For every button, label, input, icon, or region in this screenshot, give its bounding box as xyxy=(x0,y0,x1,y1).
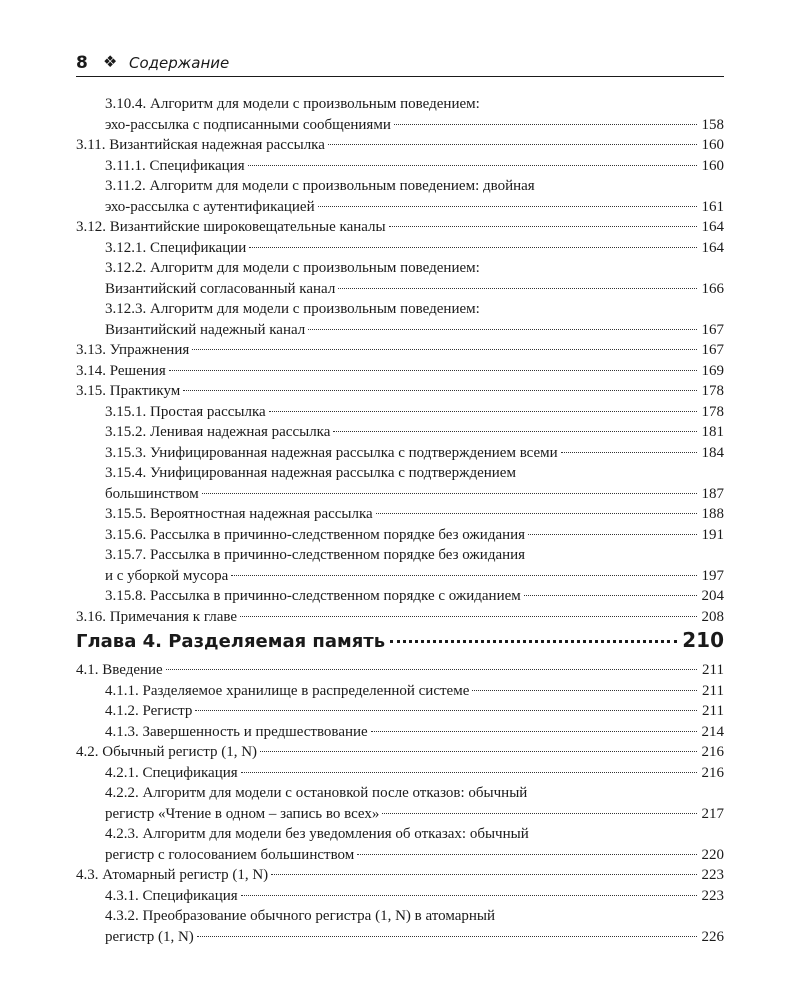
toc-entry-text: Византийский согласованный канал xyxy=(105,280,336,297)
toc-entry xyxy=(76,886,724,907)
toc-page-number: 204 xyxy=(701,588,724,604)
toc-line xyxy=(105,422,724,443)
leader-dots xyxy=(561,452,697,453)
toc-page-number: 211 xyxy=(702,662,724,678)
toc-line xyxy=(105,115,724,136)
toc-entry xyxy=(76,135,724,156)
toc-line xyxy=(76,135,724,156)
toc-line xyxy=(105,156,724,177)
toc-page-number: 167 xyxy=(701,342,724,358)
running-header-title: Содержание xyxy=(129,54,230,72)
leader-dots xyxy=(271,874,697,875)
leader-dots xyxy=(241,772,697,773)
toc-entry xyxy=(76,607,724,628)
toc-line xyxy=(105,824,724,845)
toc-page-number: 197 xyxy=(701,567,724,584)
leader-dots xyxy=(192,349,697,350)
toc-list-chapter-3 xyxy=(76,94,724,627)
toc-entry-text: 3.15.6. Рассылка в причинно-следственном порядке без ожидания xyxy=(105,526,526,543)
toc-entry xyxy=(76,340,724,361)
toc-entry-text: 4.2. Обычный регистр (1, N) xyxy=(76,744,258,760)
leader-dots xyxy=(371,731,697,732)
toc-page-number: 164 xyxy=(701,219,724,235)
running-header xyxy=(76,52,724,74)
toc-entry xyxy=(76,381,724,402)
toc-line xyxy=(105,258,724,279)
toc-entry-text: 3.15.7. Рассылка в причинно-следственном порядке без ожидания xyxy=(105,547,526,563)
chapter-leader-dots xyxy=(390,640,677,643)
toc-entry xyxy=(76,463,724,504)
toc-entry xyxy=(76,824,724,865)
toc-entry-text: эхо-рассылка с подписанными сообщениями xyxy=(105,116,391,133)
leader-dots xyxy=(524,595,697,596)
toc-line xyxy=(105,586,724,607)
chapter-title: Глава 4. Разделяемая память xyxy=(76,631,386,652)
toc-page-number: 216 xyxy=(701,744,724,760)
toc-entry xyxy=(76,865,724,886)
leader-dots xyxy=(169,370,697,371)
toc-entry-text: 3.15.2. Ленивая надежная рассылка xyxy=(105,424,331,440)
toc-entry-text: 4.3.1. Спецификация xyxy=(105,887,238,904)
leader-dots xyxy=(328,144,697,145)
toc-line xyxy=(105,197,724,218)
toc-entry-text: 3.15.1. Простая рассылка xyxy=(105,403,266,420)
leader-dots xyxy=(318,206,697,207)
toc-entry-text: 3.15.5. Вероятностная надежная рассылка xyxy=(105,506,373,522)
toc-entry-text: 3.12.1. Спецификации xyxy=(105,239,247,256)
toc-entry xyxy=(76,176,724,217)
toc-page-number: 191 xyxy=(701,526,724,543)
toc-entry xyxy=(76,763,724,784)
toc-entry-text: Византийский надежный канал xyxy=(105,321,306,338)
toc-entry-text: и с уборкой мусора xyxy=(105,567,229,584)
toc-entry xyxy=(76,299,724,340)
leader-dots xyxy=(166,669,697,670)
toc-line xyxy=(105,845,724,866)
toc-line xyxy=(76,361,724,382)
toc-page-number: 214 xyxy=(701,723,724,740)
toc-line xyxy=(105,94,724,115)
toc-entry-text: 3.11. Византийская надежная рассылка xyxy=(76,137,325,153)
toc-line xyxy=(105,545,724,566)
toc-entry-text: 4.1. Введение xyxy=(76,662,163,678)
toc-entry-text: 3.16. Примечания к главе xyxy=(76,608,238,625)
toc-entry xyxy=(76,238,724,259)
leader-dots xyxy=(472,690,697,691)
toc-page-number: 211 xyxy=(702,703,724,719)
toc-page-number: 223 xyxy=(701,887,724,904)
toc-entry-text: 3.15.3. Унифицированная надежная рассылка с подтверждением всеми xyxy=(105,444,558,461)
toc-line xyxy=(76,217,724,238)
toc-entry xyxy=(76,722,724,743)
toc-line xyxy=(105,443,724,464)
leader-dots xyxy=(197,936,697,937)
toc-page-number: 160 xyxy=(701,157,724,174)
toc-entry-text: 3.12. Византийские широковещательные каналы xyxy=(76,219,386,235)
toc-line xyxy=(105,402,724,423)
toc-page-number: 220 xyxy=(701,846,724,863)
toc-page-number: 211 xyxy=(702,682,724,699)
leader-dots xyxy=(338,288,697,289)
toc-entry-text: 3.13. Упражнения xyxy=(76,342,190,358)
toc-line xyxy=(105,484,724,505)
toc-page-number: 158 xyxy=(701,116,724,133)
leader-dots xyxy=(231,575,697,576)
toc-page-number: 187 xyxy=(701,485,724,502)
toc-entry xyxy=(76,402,724,423)
toc-entry-text: регистр «Чтение в одном – запись во всех» xyxy=(105,805,380,822)
toc-entry xyxy=(76,504,724,525)
leader-dots xyxy=(357,854,697,855)
toc-entry-text: 3.11.1. Спецификация xyxy=(105,157,245,174)
toc-line xyxy=(76,607,724,628)
toc-entry xyxy=(76,742,724,763)
leader-dots xyxy=(249,247,697,248)
toc-page-number: 184 xyxy=(701,444,724,461)
toc-entry-text: 4.3.2. Преобразование обычного регистра (1, N) в атомарный xyxy=(105,908,495,924)
leader-dots xyxy=(394,124,697,125)
toc-entry xyxy=(76,681,724,702)
toc-line xyxy=(105,566,724,587)
toc-line xyxy=(105,701,724,722)
toc-entry-text: 4.2.3. Алгоритм для модели без уведомления об отказах: обычный xyxy=(105,826,529,842)
leader-dots xyxy=(260,751,697,752)
toc-entry xyxy=(76,361,724,382)
toc-entry-text: 4.1.3. Завершенность и предшествование xyxy=(105,723,368,740)
toc-page-number: 226 xyxy=(701,928,724,945)
toc-entry xyxy=(76,906,724,947)
toc-entry-text: 3.15.4. Унифицированная надежная рассылка с подтверждением xyxy=(105,465,516,481)
toc-entry-text: 4.1.1. Разделяемое хранилище в распределенной системе xyxy=(105,682,470,699)
toc-line xyxy=(105,681,724,702)
toc-line xyxy=(105,176,724,197)
toc-line xyxy=(105,906,724,927)
toc-line xyxy=(105,804,724,825)
toc-entry-text: регистр (1, N) xyxy=(105,928,194,945)
leader-dots xyxy=(333,431,697,432)
header-rule xyxy=(76,76,724,77)
toc-entry xyxy=(76,217,724,238)
leader-dots xyxy=(269,411,697,412)
toc-entry-text: 3.12.2. Алгоритм для модели с произвольным поведением: xyxy=(105,260,480,276)
toc-line xyxy=(105,463,724,484)
toc-page-number: 161 xyxy=(701,198,724,215)
toc-line xyxy=(105,238,724,259)
toc-entry-text: 3.12.3. Алгоритм для модели с произвольным поведением: xyxy=(105,301,480,317)
toc-page-number: 223 xyxy=(701,867,724,883)
chapter-heading xyxy=(76,628,724,654)
leader-dots xyxy=(195,710,697,711)
toc-entry-text: 3.14. Решения xyxy=(76,362,166,379)
toc-entry xyxy=(76,94,724,135)
toc-page-number: 167 xyxy=(701,321,724,338)
toc-line xyxy=(76,381,724,402)
toc-line xyxy=(105,525,724,546)
toc-line xyxy=(105,320,724,341)
toc-entry-text: регистр с голосованием большинством xyxy=(105,846,355,863)
toc-line xyxy=(105,886,724,907)
leader-dots xyxy=(241,895,697,896)
toc-line xyxy=(105,504,724,525)
toc-page-number: 181 xyxy=(701,424,724,440)
toc-line xyxy=(76,340,724,361)
toc-entry xyxy=(76,701,724,722)
toc-page-number: 169 xyxy=(701,362,724,379)
diamond-ornament-icon: ❖ xyxy=(103,52,118,71)
toc-entry xyxy=(76,422,724,443)
toc-line xyxy=(76,742,724,763)
toc-entry xyxy=(76,156,724,177)
toc-entry-text: 3.15. Практикум xyxy=(76,383,181,399)
leader-dots xyxy=(183,390,697,391)
toc-line xyxy=(105,927,724,948)
toc-entry-text: 4.2.2. Алгоритм для модели с остановкой после отказов: обычный xyxy=(105,785,528,801)
toc-entry-text: 3.15.8. Рассылка в причинно-следственном порядке с ожиданием xyxy=(105,588,521,604)
toc-page-number: 178 xyxy=(701,383,724,399)
toc-line xyxy=(105,279,724,300)
toc-entry xyxy=(76,525,724,546)
toc-line xyxy=(105,783,724,804)
toc-line xyxy=(76,660,724,681)
toc-line xyxy=(76,865,724,886)
chapter-page-number: 210 xyxy=(682,628,724,652)
leader-dots xyxy=(308,329,697,330)
toc-entry xyxy=(76,443,724,464)
toc-entry xyxy=(76,783,724,824)
toc-entry xyxy=(76,545,724,586)
page-number: 8 xyxy=(76,53,88,73)
toc-entry xyxy=(76,258,724,299)
toc-entry-text: 4.3. Атомарный регистр (1, N) xyxy=(76,867,269,883)
toc-entry-text: 4.2.1. Спецификация xyxy=(105,764,238,781)
leader-dots xyxy=(389,226,697,227)
toc-page-number: 164 xyxy=(701,239,724,256)
toc-entry xyxy=(76,586,724,607)
leader-dots xyxy=(376,513,697,514)
toc-page-number: 160 xyxy=(701,137,724,153)
toc-entry-text: большинством xyxy=(105,485,199,502)
toc-page-number: 217 xyxy=(701,805,724,822)
toc-entry-text: 3.11.2. Алгоритм для модели с произвольным поведением: двойная xyxy=(105,178,535,194)
toc-line xyxy=(105,722,724,743)
leader-dots xyxy=(528,534,697,535)
toc-line xyxy=(105,763,724,784)
toc-page-number: 208 xyxy=(701,608,724,625)
toc-line xyxy=(105,299,724,320)
leader-dots xyxy=(240,616,697,617)
toc-list-chapter-4 xyxy=(76,660,724,947)
toc-page-number: 178 xyxy=(701,403,724,420)
leader-dots xyxy=(248,165,697,166)
toc-entry-text: 4.1.2. Регистр xyxy=(105,703,193,719)
toc-entry xyxy=(76,660,724,681)
leader-dots xyxy=(382,813,697,814)
toc-entry-text: эхо-рассылка с аутентификацией xyxy=(105,198,315,215)
toc-entry-text: 3.10.4. Алгоритм для модели с произвольным поведением: xyxy=(105,96,480,112)
toc-page-number: 216 xyxy=(701,764,724,781)
leader-dots xyxy=(202,493,697,494)
toc-page-number: 166 xyxy=(701,280,724,297)
toc-page-number: 188 xyxy=(701,506,724,522)
